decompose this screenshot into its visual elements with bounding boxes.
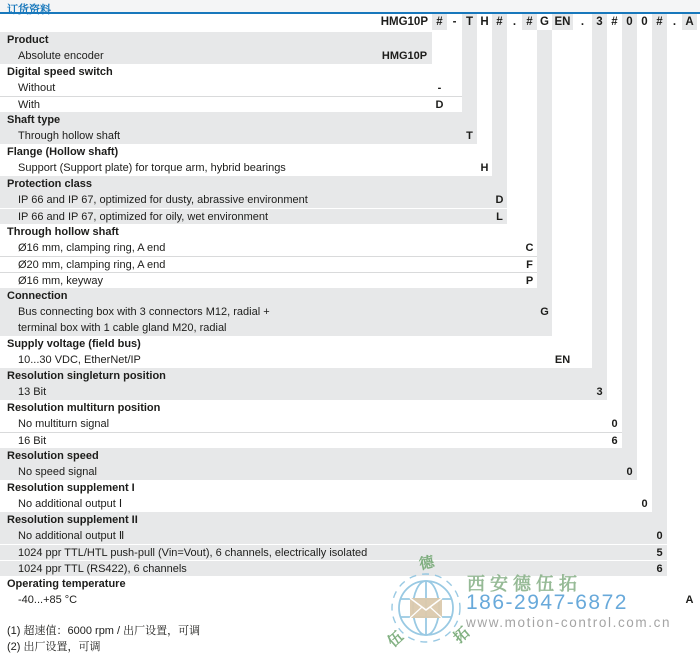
option-row [0, 240, 537, 256]
option-code: D [495, 194, 504, 206]
group-title: Shaft type [7, 114, 61, 126]
code-column-char: T [465, 16, 474, 28]
group-resolution-singleturn [0, 368, 607, 400]
group-connection [0, 288, 552, 336]
page-title: 订货资料 [7, 4, 51, 16]
option-label: 16 Bit [18, 435, 47, 447]
option-code: 0 [626, 466, 633, 478]
option-code: F [526, 259, 533, 271]
code-column-char: H [480, 16, 489, 28]
group-title: Resolution multiturn position [7, 402, 161, 414]
option-label: Support (Support plate) for torque arm, hybrid bearings [18, 162, 286, 174]
footnote-1: (1) 超速值：6000 rpm / 出厂设置，可调 [7, 625, 201, 637]
option-row [0, 352, 592, 368]
option-label: Ø20 mm, clamping ring, A end [18, 259, 166, 271]
option-row [0, 128, 477, 144]
option-label: No additional output Ⅰ [18, 498, 123, 510]
code-column-char: - [452, 16, 457, 28]
group-title: Digital speed switch [7, 66, 113, 78]
code-column-char: A [685, 16, 694, 28]
group-resolution-speed [0, 448, 637, 480]
option-label-line2: terminal box with 1 cable gland M20, radial [18, 322, 227, 334]
option-code: EN [554, 354, 571, 366]
option-code: 0 [611, 418, 618, 430]
option-code: 6 [611, 435, 618, 447]
option-code: HMG10P [381, 50, 428, 62]
option-label: 10...30 VDC, EtherNet/IP [18, 354, 141, 366]
option-label: With [18, 99, 40, 111]
group-resolution-supplement-2 [0, 512, 667, 576]
option-label: Through hollow shaft [18, 130, 121, 142]
column-stripe [537, 30, 552, 288]
option-code: A [685, 594, 694, 606]
seal-char-right: 拓 [449, 623, 473, 647]
group-product [0, 32, 432, 64]
group-title: Operating temperature [7, 578, 126, 590]
option-code: H [480, 162, 489, 174]
group-resolution-multiturn [0, 400, 622, 448]
option-code: - [437, 82, 442, 94]
watermark-website: www.motion-control.com.cn [466, 615, 672, 630]
option-code: 6 [656, 563, 663, 575]
code-column-char: . [672, 16, 677, 28]
option-label: 1024 ppr TTL/HTL push-pull (Vin=Vout), 6 channels, electrically isolated [18, 547, 368, 559]
option-code: C [525, 242, 534, 254]
option-row [0, 256, 537, 272]
group-flange [0, 144, 492, 176]
option-label: Ø16 mm, clamping ring, A end [18, 242, 166, 254]
option-label: IP 66 and IP 67, optimized for oily, wet environment [18, 211, 269, 223]
option-code: 3 [596, 386, 603, 398]
option-row [0, 384, 607, 400]
group-title: Resolution supplement II [7, 514, 138, 526]
watermark-phone: 186-2947-6872 [466, 591, 628, 614]
code-column-char: # [611, 16, 618, 28]
option-code: 0 [641, 498, 648, 510]
option-code: L [496, 211, 503, 223]
option-row [0, 304, 552, 336]
option-label: -40...+85 °C [18, 594, 78, 606]
option-code: 0 [656, 530, 663, 542]
group-title: Through hollow shaft [7, 226, 119, 238]
group-title: Flange (Hollow shaft) [7, 146, 119, 158]
column-stripe [462, 30, 477, 112]
group-shaft-type [0, 112, 477, 144]
code-column-char: 3 [596, 16, 603, 28]
watermark-company: 西安德伍拓 [467, 574, 582, 594]
seal-char-left: 伍 [383, 627, 407, 650]
seal-char-top: 德 [417, 552, 436, 574]
option-row [0, 272, 537, 288]
envelope-icon [410, 598, 442, 618]
option-label: No additional output Ⅱ [18, 530, 125, 542]
option-row [0, 432, 622, 448]
group-title: Resolution supplement I [7, 482, 135, 494]
option-label: 1024 ppr TTL (RS422), 6 channels [18, 563, 187, 575]
option-code: D [435, 99, 444, 111]
option-label: No speed signal [18, 466, 97, 478]
option-code: 5 [656, 547, 663, 559]
group-title: Resolution singleturn position [7, 370, 166, 382]
option-row [0, 96, 462, 112]
option-row [0, 208, 507, 224]
option-label: 13 Bit [18, 386, 47, 398]
option-label: Bus connecting box with 3 connectors M12, radial + [18, 306, 270, 318]
column-stripe [592, 30, 607, 368]
option-label: Without [18, 82, 56, 94]
code-column-char: . [580, 16, 585, 28]
group-through-hollow-shaft [0, 224, 537, 288]
option-row [0, 544, 667, 560]
group-title: Product [7, 34, 49, 46]
group-resolution-supplement-1 [0, 480, 652, 512]
column-stripe [652, 30, 667, 512]
option-code: G [540, 306, 549, 318]
code-column-char: 0 [626, 16, 633, 28]
code-column-char: . [512, 16, 517, 28]
group-supply-voltage [0, 336, 592, 368]
column-stripe [492, 30, 507, 176]
code-column-char: 0 [641, 16, 648, 28]
code-column-char: G [540, 16, 549, 28]
code-column-char: # [526, 16, 533, 28]
option-row [0, 160, 492, 176]
code-column-char: # [656, 16, 663, 28]
option-label: IP 66 and IP 67, optimized for dusty, abrassive environment [18, 194, 308, 206]
title-bar [0, 0, 700, 14]
option-row [0, 192, 507, 208]
option-code: P [525, 275, 534, 287]
option-row [0, 416, 622, 432]
group-digital-speed-switch [0, 64, 462, 112]
option-row [0, 496, 652, 512]
group-title: Connection [7, 290, 68, 302]
option-label: Absolute encoder [18, 50, 104, 62]
option-code: T [466, 130, 473, 142]
group-title: Resolution speed [7, 450, 99, 462]
group-title: Supply voltage (field bus) [7, 338, 141, 350]
option-label: Ø16 mm, keyway [18, 275, 103, 287]
option-row [0, 528, 667, 544]
model-code: HMG10P [380, 16, 428, 28]
option-label: No multiturn signal [18, 418, 110, 430]
column-stripe [622, 30, 637, 448]
group-protection-class [0, 176, 507, 224]
option-row [0, 464, 637, 480]
option-row [0, 48, 432, 64]
group-title: Protection class [7, 178, 92, 190]
code-column-char: # [496, 16, 503, 28]
code-column-char: EN [554, 16, 571, 28]
option-row [0, 80, 462, 96]
watermark-logo [383, 552, 475, 655]
footnote-2: (2) 出厂设置，可调 [7, 641, 101, 653]
globe-watermark-icon [383, 552, 475, 650]
code-column-char: # [436, 16, 443, 28]
